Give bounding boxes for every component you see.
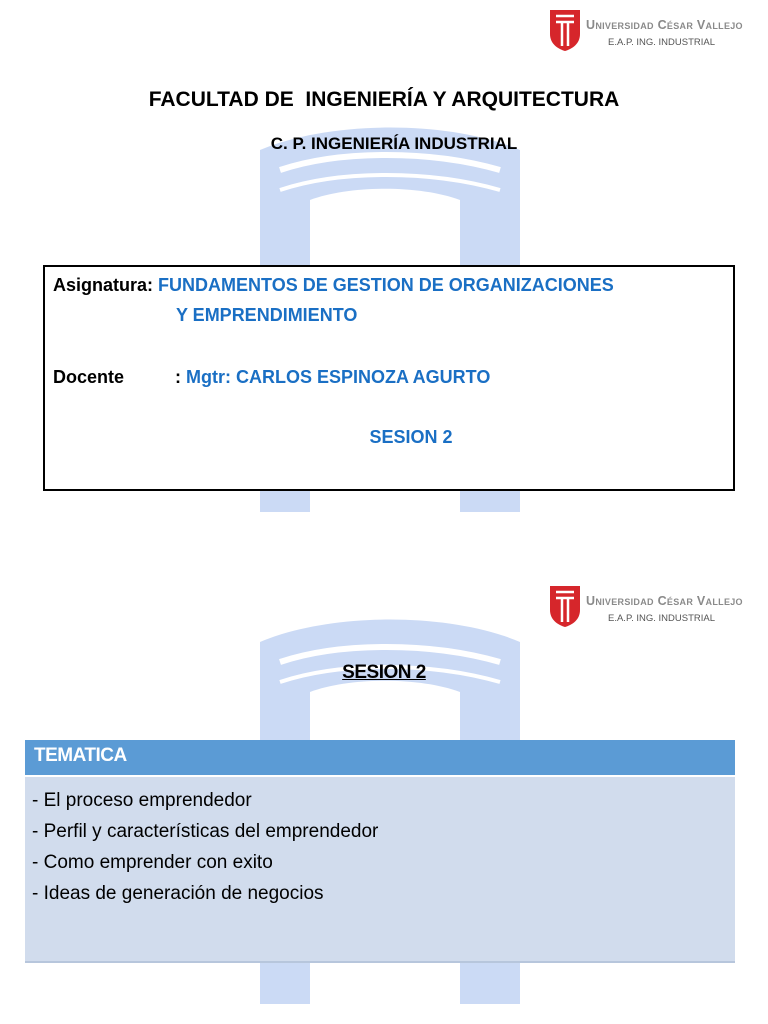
slide-topics (0, 512, 768, 1024)
university-logo (548, 8, 762, 54)
faculty-title: FACULTAD DE INGENIERÍA Y ARQUITECTURA (148, 88, 620, 111)
university-name: Universidad César Vallejo (586, 18, 743, 32)
career-title: C. P. INGENIERÍA INDUSTRIAL (270, 134, 518, 153)
subject-value-line1: FUNDAMENTOS DE GESTION DE ORGANIZACIONES (158, 275, 614, 295)
course-info-box (43, 265, 735, 491)
teacher-value: Mgtr: CARLOS ESPINOZA AGURTO (186, 367, 491, 387)
topic-item: - Como emprender con exito (32, 852, 273, 873)
topics-table (25, 740, 735, 963)
teacher-label: Docente (53, 367, 125, 387)
topic-item: - Perfil y características del emprendedor (32, 821, 379, 842)
topics-body (25, 777, 735, 963)
topic-item: - El proceso emprendedor (32, 790, 252, 811)
university-shield-icon (548, 584, 582, 628)
session-title: SESION 2 (342, 662, 426, 683)
subject-row (53, 275, 614, 296)
subject-label: Asignatura: (53, 275, 154, 295)
topic-item: - Ideas de generación de negocios (32, 883, 324, 904)
school-name: E.A.P. ING. INDUSTRIAL (608, 613, 715, 624)
teacher-row (53, 367, 490, 388)
session-label: SESION 2 (369, 427, 453, 447)
university-logo (548, 584, 762, 630)
topics-header: TEMATICA (25, 740, 735, 777)
teacher-separator: : (175, 367, 181, 387)
university-shield-icon (548, 8, 582, 52)
university-name: Universidad César Vallejo (586, 594, 743, 608)
subject-value-line2: Y EMPRENDIMIENTO (176, 305, 358, 325)
school-name: E.A.P. ING. INDUSTRIAL (608, 37, 715, 48)
